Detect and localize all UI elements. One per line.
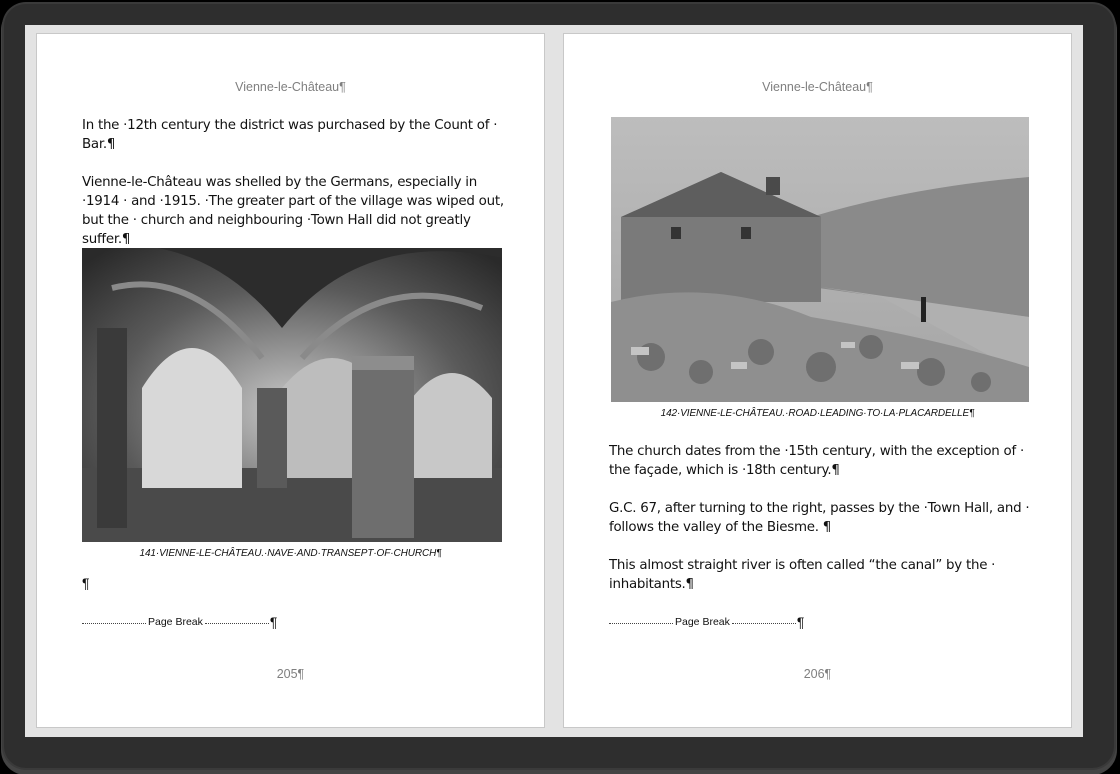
page-break[interactable] <box>609 614 804 630</box>
paragraph[interactable]: G.C. 67, after turning to the right, passes by the ·Town Hall, and · follows the valley of the Biesme. ¶ <box>609 501 1030 535</box>
page-205[interactable] <box>36 33 545 728</box>
page-number: 206¶ <box>803 667 832 681</box>
page-break-label: Page Break <box>675 616 730 628</box>
page-break-leader-right <box>732 623 796 624</box>
page-number: 205¶ <box>276 667 305 681</box>
window-frame <box>4 4 1114 768</box>
church-interior-photo[interactable] <box>82 248 502 542</box>
paragraph-mark: ¶ <box>269 614 278 630</box>
body-text[interactable] <box>82 116 507 268</box>
page-header: Vienne-le-Château¶ <box>235 80 346 94</box>
page-break-leader-right <box>205 623 269 624</box>
body-text[interactable] <box>609 442 1034 613</box>
ruined-village-road-photo[interactable] <box>611 117 1029 402</box>
page-break-leader-left <box>609 623 673 624</box>
page-break-label: Page Break <box>148 616 203 628</box>
paragraph[interactable]: Vienne-le-Château was shelled by the Germans, especially in ·1914 · and ·1915. ·The greater part of the village was wiped out, but the · church and neighbouring ·Town Hall did not greatly suffer.¶ <box>82 175 504 247</box>
figure-caption: 141·VIENNE-LE-CHÂTEAU.·NAVE·AND·TRANSEPT·OF·CHURCH¶ <box>139 548 442 559</box>
page-break[interactable] <box>82 614 277 630</box>
page-206[interactable] <box>563 33 1072 728</box>
paragraph[interactable]: This almost straight river is often called “the canal” by the · inhabitants.¶ <box>609 558 996 592</box>
paragraph[interactable]: The church dates from the ·15th century, with the exception of · the façade, which is ·18th century.¶ <box>609 444 1024 478</box>
document-canvas[interactable] <box>25 25 1083 737</box>
paragraph[interactable]: In the ·12th century the district was purchased by the Count of · Bar.¶ <box>82 118 498 152</box>
paragraph-mark: ¶ <box>796 614 805 630</box>
page-break-leader-left <box>82 623 146 624</box>
empty-paragraph-mark[interactable]: ¶ <box>82 575 90 591</box>
page-header: Vienne-le-Château¶ <box>762 80 873 94</box>
figure-caption: 142·VIENNE-LE-CHÂTEAU.·ROAD·LEADING·TO·LA·PLACARDELLE¶ <box>660 408 975 419</box>
